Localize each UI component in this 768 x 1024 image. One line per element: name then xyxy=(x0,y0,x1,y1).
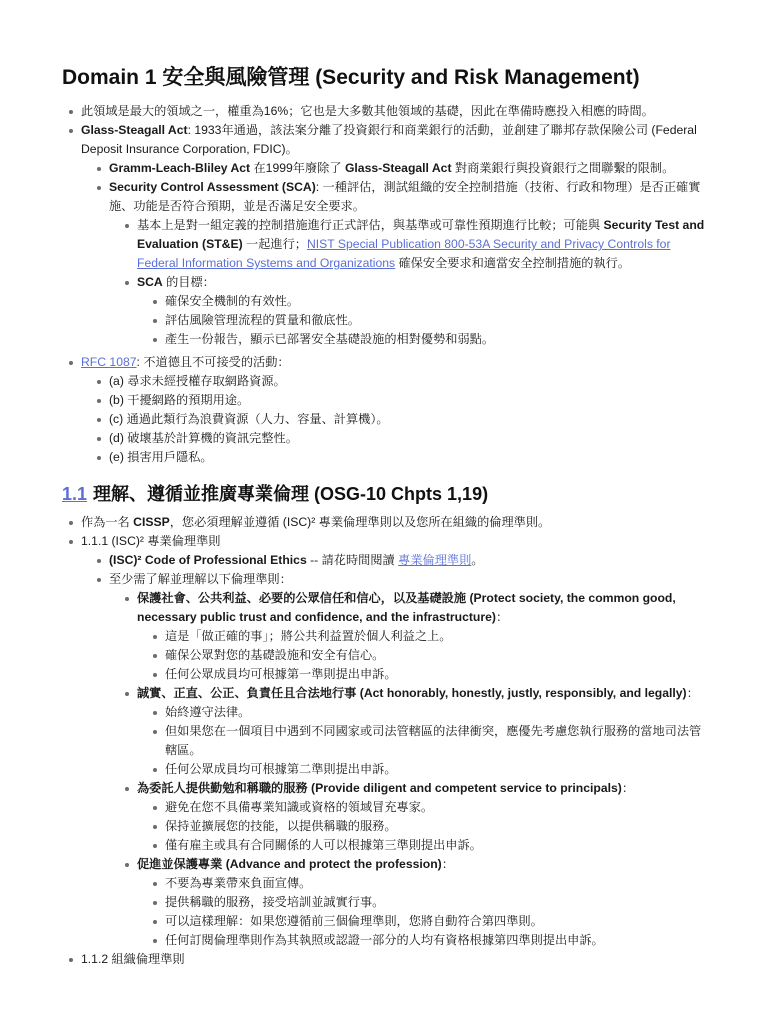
sca-sublist xyxy=(109,216,706,349)
canon-details-list xyxy=(137,703,706,779)
list-item: 任何公眾成員均可根據第一準則提出申訴。 xyxy=(165,665,706,684)
list-item: 作為一名 CISSP，您必須理解並遵循 (ISC)² 專業倫理準則以及您所在組織的倫理準則。 xyxy=(81,513,706,532)
ethics-code-link[interactable]: 專業倫理準則 xyxy=(398,553,472,567)
list-item: 但如果您在一個項目中遇到不同國家或司法管轄區的法律衝突，應優先考慮您執行服務的當地司法管轄區。 xyxy=(165,722,706,760)
list-item: 避免在您不具備專業知識或資格的領域冒充專家。 xyxy=(165,798,706,817)
section-anchor-link[interactable]: 1.1 xyxy=(62,484,88,504)
rfc-1087-link[interactable]: RFC 1087 xyxy=(81,355,137,369)
list-item: Glass-Steagall Act: 1933年通過，該法案分離了投資銀行和商業銀行的活動，並創建了聯邦存款保險公司 (Federal Deposit Insurance Corporation, FDIC)。 Gramm-Leach-Bliley Act 在1999年廢除了 Glass-Steagall Act 對商業銀行與投資銀行之間聯繫的限制。 Security Control Assessment (SCA): 一種評估，測試組織的安全控制措施（技術、行政和物理）是否正確實施、功能是否符合預期，並是否滿足安全要求。 基本上是對一組定義的控制措施進行正式評估，與基準或可靠性預期進行比較；可能與 Security Test and Evaluation (ST&E) 一起進行；NIST Special Publication 800-53A Security and Privacy Controls for Federal Information Systems and Organizations 確保安全要求和適當安全控制措施的執行。 SCA 的目標： 確保安全機制的有效性。 評估風險管理流程的質量和徹底性。 產生一份報告，顯示已部署安全基礎設施的相對優勢和弱點。 xyxy=(81,121,706,349)
list-item: 保持並擴展您的技能，以提供稱職的服務。 xyxy=(165,817,706,836)
list-item: (e) 損害用戶隱私。 xyxy=(109,448,706,467)
list-item: 確保安全機制的有效性。 xyxy=(165,292,706,311)
list-item: 僅有雇主或具有合同關係的人可以根據第三準則提出申訴。 xyxy=(165,836,706,855)
sca-goals-list xyxy=(137,292,706,349)
list-item: 這是「做正確的事」；將公共利益置於個人利益之上。 xyxy=(165,627,706,646)
list-item: (b) 干擾網路的預期用途。 xyxy=(109,391,706,410)
list-item: (a) 尋求未經授權存取網路資源。 xyxy=(109,372,706,391)
list-item: (c) 通過此類行為浪費資源（人力、容量、計算機）。 xyxy=(109,410,706,429)
list-item: 始終遵守法律。 xyxy=(165,703,706,722)
list-item: 評估風險管理流程的質量和徹底性。 xyxy=(165,311,706,330)
domain-overview-list xyxy=(62,102,706,467)
list-item: 1.1.1 (ISC)² 專業倫理準則 (ISC)² Code of Professional Ethics -- 請花時間閱讀 專業倫理準則。 至少需了解並理解以下倫理準則： 保護社會、公共利益、必要的公眾信任和信心，以及基礎設施 (Protect society, the common good, necessary public trust and confidence, and the infrastructure)： 這是「做正確的事」；將公共利益置於個人利益之上。 確保公眾對您的基礎設施和安全有信心。 任何公眾成員均可根據第一準則提出申訴。 誠實、正直、公正、負責任且合法地行事 (Act honorably, honestly, justly, responsibly, and legally)： 始終遵守法律。 但如果您在一個項目中遇到不同國家或司法管轄區的法律衝突，應優先考慮您執行服務的當地司法管轄區。 任何公眾成員均可根據第二準則提出申訴。 為委託人提供勤勉和稱職的服務 (Provide diligent and competent service to principals)： 避免在您不具備專業知識或資格的領域冒充專家。 保持並擴展您的技能，以提供稱職的服務。 僅有雇主或具有合同關係的人可以根據第三準則提出申訴。 促進並保護專業 (Advance and protect the profession)： 不要為專業帶來負面宣傳。 提供稱職的服務，接受培訓並誠實行事。 可以這樣理解：如果您遵循前三個倫理準則，您將自動符合第四準則。 任何訂閱倫理準則作為其執照或認證一部分的人均有資格根據第四準則提出申訴。 xyxy=(81,532,706,950)
list-item: 不要為專業帶來負面宣傳。 xyxy=(165,874,706,893)
list-item: Gramm-Leach-Bliley Act 在1999年廢除了 Glass-Steagall Act 對商業銀行與投資銀行之間聯繫的限制。 xyxy=(109,159,706,178)
canon-item: 促進並保護專業 (Advance and protect the profession)： 不要為專業帶來負面宣傳。 提供稱職的服務，接受培訓並誠實行事。 可以這樣理解：如果您遵循前三個倫理準則，您將自動符合第四準則。 任何訂閱倫理準則作為其執照或認證一部分的人均有資格根據第四準則提出申訴。 xyxy=(137,855,706,950)
page-title: Domain 1 安全與風險管理 (Security and Risk Management) xyxy=(62,66,640,89)
nist-link[interactable]: NIST Special Publication 800-53A Security and Privacy Controls for Federal Information Systems and Organizations xyxy=(137,237,671,270)
list-item: 提供稱職的服務，接受培訓並誠實行事。 xyxy=(165,893,706,912)
list-item: 任何公眾成員均可根據第二準則提出申訴。 xyxy=(165,760,706,779)
list-item: 確保公眾對您的基礎設施和安全有信心。 xyxy=(165,646,706,665)
list-item: RFC 1087: 不道德且不可接受的活動： (a) 尋求未經授權存取網路資源。 (b) 干擾網路的預期用途。 (c) 通過此類行為浪費資源（人力、容量、計算機）。 (d) 破壞基於計算機的資訊完整性。 (e) 損害用戶隱私。 xyxy=(81,353,706,467)
list-item: (d) 破壞基於計算機的資訊完整性。 xyxy=(109,429,706,448)
list-item: 任何訂閱倫理準則作為其執照或認證一部分的人均有資格根據第四準則提出申訴。 xyxy=(165,931,706,950)
list-item: 產生一份報告，顯示已部署安全基礎設施的相對優勢和弱點。 xyxy=(165,330,706,349)
canon-details-list xyxy=(137,798,706,855)
ethics-code-list xyxy=(81,551,706,950)
canon-item: 保護社會、公共利益、必要的公眾信任和信心，以及基礎設施 (Protect society, the common good, necessary public trust and confidence, and the infrastructure)： 這是「做正確的事」；將公共利益置於個人利益之上。 確保公眾對您的基礎設施和安全有信心。 任何公眾成員均可根據第一準則提出申訴。 xyxy=(137,589,706,684)
section-1-1-list xyxy=(62,513,706,969)
rfc-activities-list xyxy=(81,372,706,467)
list-item: SCA 的目標： 確保安全機制的有效性。 評估風險管理流程的質量和徹底性。 產生一份報告，顯示已部署安全基礎設施的相對優勢和弱點。 xyxy=(137,273,706,349)
list-item: (ISC)² Code of Professional Ethics -- 請花時間閱讀 專業倫理準則。 xyxy=(109,551,706,570)
list-item: 可以這樣理解：如果您遵循前三個倫理準則，您將自動符合第四準則。 xyxy=(165,912,706,931)
canon-details-list xyxy=(137,627,706,684)
list-item: 至少需了解並理解以下倫理準則： 保護社會、公共利益、必要的公眾信任和信心，以及基礎設施 (Protect society, the common good, necessary public trust and confidence, and the infrastructure)： 這是「做正確的事」；將公共利益置於個人利益之上。 確保公眾對您的基礎設施和安全有信心。 任何公眾成員均可根據第一準則提出申訴。 誠實、正直、公正、負責任且合法地行事 (Act honorably, honestly, justly, responsibly, and legally)： 始終遵守法律。 但如果您在一個項目中遇到不同國家或司法管轄區的法律衝突，應優先考慮您執行服務的當地司法管轄區。 任何公眾成員均可根據第二準則提出申訴。 為委託人提供勤勉和稱職的服務 (Provide diligent and competent service to principals)： 避免在您不具備專業知識或資格的領域冒充專家。 保持並擴展您的技能，以提供稱職的服務。 僅有雇主或具有合同關係的人可以根據第三準則提出申訴。 促進並保護專業 (Advance and protect the profession)： 不要為專業帶來負面宣傳。 提供稱職的服務，接受培訓並誠實行事。 可以這樣理解：如果您遵循前三個倫理準則，您將自動符合第四準則。 任何訂閱倫理準則作為其執照或認證一部分的人均有資格根據第四準則提出申訴。 xyxy=(109,570,706,950)
section-heading-1-1: 1.1 理解、遵循並推廣專業倫理 (OSG-10 Chpts 1,19) xyxy=(62,484,489,504)
canons-list xyxy=(109,589,706,950)
term-glass-steagall: Glass-Steagall Act xyxy=(81,123,188,137)
list-item: Security Control Assessment (SCA): 一種評估，測試組織的安全控制措施（技術、行政和物理）是否正確實施、功能是否符合預期，並是否滿足安全要求。 基本上是對一組定義的控制措施進行正式評估，與基準或可靠性預期進行比較；可能與 Security Test and Evaluation (ST&E) 一起進行；NIST Special Publication 800-53A Security and Privacy Controls for Federal Information Systems and Organizations 確保安全要求和適當安全控制措施的執行。 SCA 的目標： 確保安全機制的有效性。 評估風險管理流程的質量和徹底性。 產生一份報告，顯示已部署安全基礎設施的相對優勢和弱點。 xyxy=(109,178,706,349)
list-item: 此領域是最大的領域之一，權重為16%；它也是大多數其他領域的基礎，因此在準備時應投入相應的時間。 xyxy=(81,102,706,121)
canon-item: 誠實、正直、公正、負責任且合法地行事 (Act honorably, honestly, justly, responsibly, and legally)： 始終遵守法律。 但如果您在一個項目中遇到不同國家或司法管轄區的法律衝突，應優先考慮您執行服務的當地司法管轄區。 任何公眾成員均可根據第二準則提出申訴。 xyxy=(137,684,706,779)
list-item: 1.1.2 組織倫理準則 xyxy=(81,950,706,969)
canon-details-list xyxy=(137,874,706,950)
glass-sublist xyxy=(81,159,706,349)
canon-item: 為委託人提供勤勉和稱職的服務 (Provide diligent and competent service to principals)： 避免在您不具備專業知識或資格的領域冒充專家。 保持並擴展您的技能，以提供稱職的服務。 僅有雇主或具有合同關係的人可以根據第三準則提出申訴。 xyxy=(137,779,706,855)
list-item: 基本上是對一組定義的控制措施進行正式評估，與基準或可靠性預期進行比較；可能與 Security Test and Evaluation (ST&E) 一起進行；NIST Special Publication 800-53A Security and Privacy Controls for Federal Information Systems and Organizations 確保安全要求和適當安全控制措施的執行。 xyxy=(137,216,706,273)
